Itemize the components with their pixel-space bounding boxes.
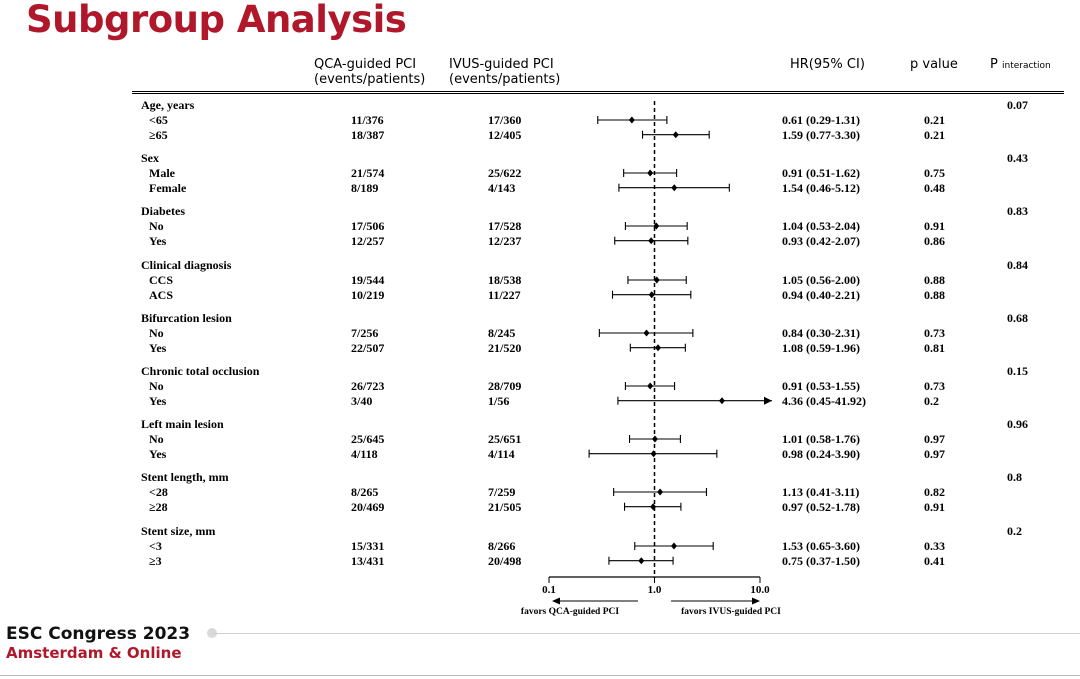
subgroup-label: Chronic total occlusion: [141, 364, 260, 378]
qca-events: 19/544: [351, 273, 385, 287]
p-value: 0.75: [924, 166, 945, 180]
x-tick-label: 1.0: [647, 584, 662, 596]
ivus-events: 8/266: [488, 539, 516, 553]
hr-point: [647, 383, 653, 390]
qca-events: 8/189: [351, 180, 379, 195]
qca-events: 4/118: [351, 446, 378, 461]
ivus-events: 21/520: [488, 340, 522, 355]
p-interaction-value: 0.07: [1007, 98, 1028, 112]
qca-events: 17/506: [351, 219, 385, 233]
favors-ivus-label: favors IVUS-guided PCI: [681, 607, 781, 617]
qca-events: 20/469: [351, 499, 385, 514]
ivus-events: 17/360: [488, 113, 522, 127]
hr-point: [671, 184, 677, 191]
footer-congress: ESC Congress 2023: [6, 624, 191, 644]
row-label: Male: [149, 166, 175, 180]
p-value: 0.91: [924, 499, 945, 514]
subgroup-label: Diabetes: [141, 204, 185, 218]
ivus-events: 20/498: [488, 553, 522, 568]
hr-point: [629, 117, 635, 124]
ivus-events: 11/227: [488, 287, 521, 302]
row-label: ≥3: [149, 553, 162, 568]
subgroup-label: Stent length, mm: [141, 470, 229, 484]
hr-ci-text: 1.54 (0.46-5.12): [782, 180, 860, 195]
ivus-events: 4/143: [488, 180, 516, 195]
row-label: <28: [149, 485, 168, 499]
favors-qca-label: favors QCA-guided PCI: [520, 607, 620, 617]
subgroup-label: Bifurcation lesion: [141, 311, 232, 325]
ivus-header-label: IVUS-guided PCI: [449, 57, 554, 72]
p-interaction-value: 0.43: [1007, 151, 1028, 165]
p-interaction-value: 0.84: [1007, 258, 1028, 272]
qca-events: 12/257: [351, 233, 385, 248]
p-value: 0.81: [924, 340, 945, 355]
p-interaction-label: P: [990, 57, 998, 72]
row-label: <3: [149, 539, 162, 553]
qca-events: 26/723: [351, 379, 385, 393]
footer-divider: [212, 633, 1080, 634]
hr-ci-text: 0.98 (0.24-3.90): [782, 446, 860, 461]
qca-events: 13/431: [351, 553, 385, 568]
hr-ci-text: 1.13 (0.41-3.11): [782, 485, 860, 499]
p-interaction-value: 0.8: [1007, 470, 1022, 484]
ivus-events: 18/538: [488, 273, 522, 287]
qca-events: 8/265: [351, 485, 379, 499]
row-label: Yes: [149, 233, 167, 248]
row-label: Yes: [149, 446, 167, 461]
ivus-events: 8/245: [488, 326, 516, 340]
ivus-events: 12/405: [488, 127, 522, 142]
hr-ci-text: 0.94 (0.40-2.21): [782, 287, 860, 302]
hr-ci-text: 1.53 (0.65-3.60): [782, 539, 860, 553]
subgroup-label: Left main lesion: [141, 417, 224, 431]
ivus-events: 4/114: [488, 446, 515, 461]
hr-ci-text: 4.36 (0.45-41.92): [782, 393, 866, 408]
ivus-events: 25/622: [488, 166, 522, 180]
bottom-rule: [0, 675, 1080, 676]
slide-title: Subgroup Analysis: [26, 0, 407, 41]
ivus-events: 12/237: [488, 233, 522, 248]
hr-ci-text: 0.91 (0.51-1.62): [782, 166, 860, 180]
p-value: 0.88: [924, 273, 945, 287]
qca-events: 18/387: [351, 127, 385, 142]
row-label: Yes: [149, 393, 167, 408]
ivus-events: 21/505: [488, 499, 522, 514]
ivus-events: 7/259: [488, 485, 516, 499]
p-interaction-value: 0.68: [1007, 311, 1028, 325]
p-interaction-value: 0.83: [1007, 204, 1028, 218]
row-label: CCS: [149, 273, 174, 287]
hr-point: [647, 170, 653, 177]
subgroup-label: Clinical diagnosis: [141, 258, 232, 272]
hr-ci-text: 0.97 (0.52-1.78): [782, 499, 860, 514]
hr-ci-text: 0.93 (0.42-2.07): [782, 233, 860, 248]
hr-ci-text: 0.61 (0.29-1.31): [782, 113, 860, 127]
row-label: No: [149, 326, 164, 340]
p-value: 0.97: [924, 446, 945, 461]
p-value: 0.86: [924, 233, 945, 248]
row-label: Yes: [149, 340, 167, 355]
p-value: 0.73: [924, 379, 945, 393]
p-value: 0.73: [924, 326, 945, 340]
subgroup-label: Age, years: [141, 98, 195, 112]
qca-events: 25/645: [351, 432, 385, 446]
hr-point: [655, 344, 661, 351]
hr-ci-text: 0.75 (0.37-1.50): [782, 553, 860, 568]
ivus-events: 25/651: [488, 432, 522, 446]
ivus-events: 28/709: [488, 379, 522, 393]
row-label: No: [149, 432, 164, 446]
ci-arrow-high: [764, 397, 772, 405]
hr-ci-text: 0.91 (0.53-1.55): [782, 379, 860, 393]
hr-point: [651, 450, 657, 457]
hr-point: [657, 489, 663, 496]
hr-ci-text: 1.01 (0.58-1.76): [782, 432, 860, 446]
p-column-header: p value: [910, 57, 958, 72]
p-interaction-value: 0.15: [1007, 364, 1028, 378]
p-value: 0.41: [924, 553, 945, 568]
hr-ci-text: 1.59 (0.77-3.30): [782, 127, 860, 142]
subgroup-label: Stent size, mm: [141, 524, 216, 538]
hr-ci-text: 1.08 (0.59-1.96): [782, 340, 860, 355]
row-label: ≥65: [149, 127, 168, 142]
p-interaction-sub: interaction: [1001, 61, 1051, 71]
qca-events: 10/219: [351, 287, 385, 302]
qca-events: 21/574: [351, 166, 385, 180]
p-value: 0.97: [924, 432, 945, 446]
favors-left-arrowhead: [552, 598, 560, 605]
qca-events: 15/331: [351, 539, 385, 553]
row-label: ACS: [149, 287, 174, 302]
x-tick-label: 10.0: [750, 584, 770, 596]
p-interaction-value: 0.96: [1007, 417, 1028, 431]
favors-right-arrowhead: [752, 598, 760, 605]
p-value: 0.21: [924, 113, 945, 127]
hr-point: [719, 397, 725, 404]
footer-location: Amsterdam & Online: [6, 644, 182, 662]
qca-events: 7/256: [351, 326, 379, 340]
row-label: Female: [149, 180, 187, 195]
qca-events: 3/40: [351, 393, 373, 408]
row-label: No: [149, 219, 164, 233]
hr-ci-text: 1.04 (0.53-2.04): [782, 219, 860, 233]
hr-ci-text: 0.84 (0.30-2.31): [782, 326, 860, 340]
hr-ci-text: 1.05 (0.56-2.00): [782, 273, 860, 287]
hr-point: [648, 237, 654, 244]
hr-point: [673, 131, 679, 138]
ivus-events: 1/56: [488, 393, 510, 408]
p-value: 0.21: [924, 127, 945, 142]
subgroup-label: Sex: [141, 151, 159, 165]
qca-header-label: QCA-guided PCI: [314, 57, 417, 72]
ivus-header-sub: (events/patients): [449, 72, 561, 87]
x-tick-label: 0.1: [542, 584, 556, 596]
p-value: 0.88: [924, 287, 945, 302]
p-value: 0.48: [924, 180, 945, 195]
row-label: No: [149, 379, 164, 393]
hr-column-header: HR(95% CI): [790, 57, 865, 72]
qca-header-sub: (events/patients): [314, 72, 426, 87]
hr-point: [638, 557, 644, 564]
row-label: ≥28: [149, 499, 168, 514]
qca-events: 11/376: [351, 113, 384, 127]
p-interaction-value: 0.2: [1007, 524, 1022, 538]
p-value: 0.82: [924, 485, 945, 499]
p-value: 0.33: [924, 539, 945, 553]
hr-point: [671, 543, 677, 550]
hr-point: [644, 330, 650, 337]
p-value: 0.2: [924, 393, 939, 408]
ivus-events: 17/528: [488, 219, 522, 233]
row-label: <65: [149, 113, 168, 127]
p-value: 0.91: [924, 219, 945, 233]
qca-events: 22/507: [351, 340, 385, 355]
